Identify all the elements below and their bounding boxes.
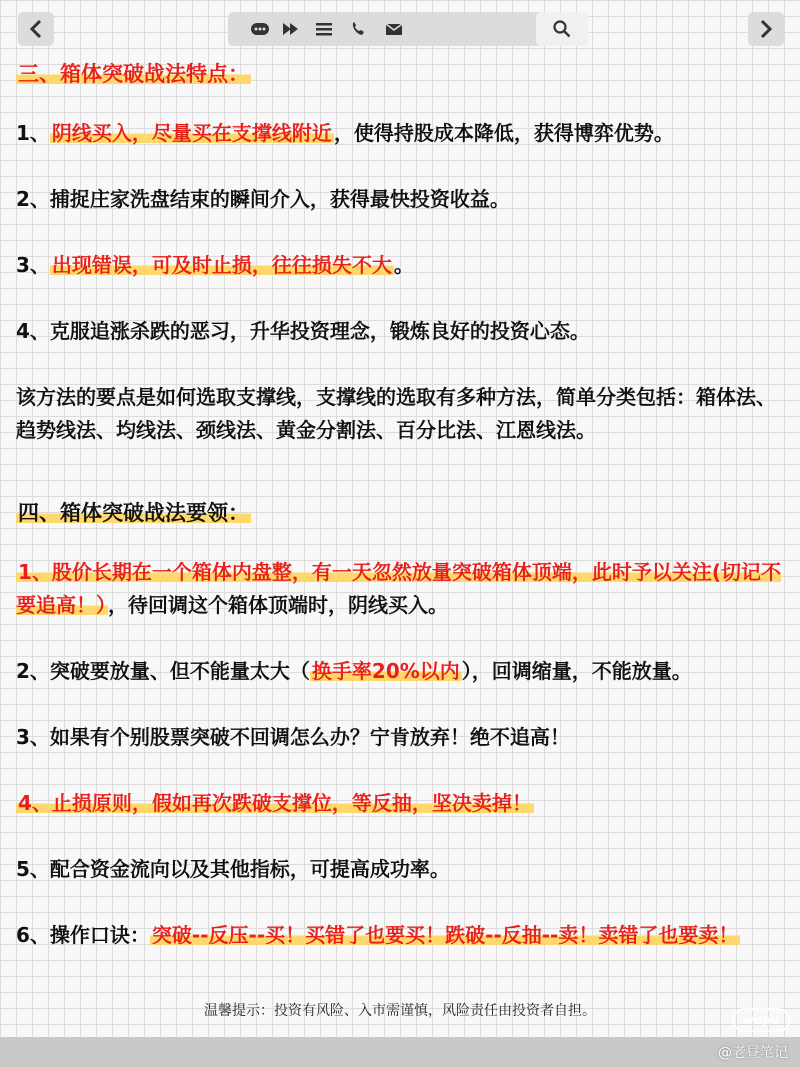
section4-title: 四、箱体突破战法要领： [18,501,249,525]
paragraph-text: ，待回调这个箱体顶端时，阴线买入。 [108,593,448,617]
paragraph-text: ，使得持股成本降低，获得博弈优势。 [333,121,674,145]
watermark: @老昼笔记 [718,1045,788,1061]
highlighted-text: 换手率20%以内 [311,659,460,683]
menu-icon[interactable] [314,20,334,38]
paragraph: 4、克服追涨杀跌的恶习，升华投资理念，锻炼良好的投资心态。 [16,319,590,343]
paragraph: 3、如果有个别股票突破不回调怎么办？宁肯放弃！绝不追高！ [16,725,570,749]
paragraph-text: ），回调缩量，不能放量。 [461,659,692,683]
forward-button[interactable] [748,12,784,46]
phone-icon[interactable] [348,20,368,38]
section-heading [16,58,786,91]
mail-icon[interactable] [384,20,404,38]
paragraph [16,919,786,952]
highlighted-text: 阴线买入，尽量买在支撑线附近 [51,121,332,145]
risk-notice: 温馨提示：投资有风险、入市需谨慎，风险责任由投资者自担。 [204,1003,596,1019]
paragraph-text: 。 [393,253,414,277]
paragraph [16,556,786,622]
section-heading [16,497,786,530]
paragraph [16,787,786,820]
paragraph: 2、捕捉庄家洗盘结束的瞬间介入，获得最快投资收益。 [16,187,510,211]
highlighted-text: 4、止损原则，假如再次跌破支撑位，等反抽，坚决卖掉！ [18,791,532,815]
paragraph-text: 2、突破要放量、但不能量太大（ [16,659,310,683]
article-content [16,58,786,952]
search-button[interactable] [536,12,588,46]
paragraph [16,655,786,688]
wupu-logo: wupu [732,1008,790,1032]
highlighted-text: 1、股价长期在一个箱体内盘整，有一天忽然放量突破箱体顶端，此时予以关注(切记不要追高！） [16,560,782,617]
highlighted-text: 出现错误，可及时止损，往往损失不大 [51,253,392,277]
search-icon [553,20,571,38]
paragraph-text: 6、操作口诀： [16,923,150,947]
share-icon[interactable] [280,20,300,38]
footer-bar [0,1037,800,1067]
action-toolbar [228,12,586,46]
list-number: 1、 [16,121,50,145]
forward-icon [758,19,774,39]
paragraph [16,249,786,282]
top-toolbar [0,0,800,56]
back-icon [28,19,44,39]
paragraph [16,117,786,150]
chat-icon[interactable] [250,20,270,38]
section3-title: 三、箱体突破战法特点： [18,62,249,86]
highlighted-text: 突破--反压--买！买错了也要买！跌破--反抽--卖！卖错了也要卖！ [151,923,739,947]
paragraph: 5、配合资金流向以及其他指标，可提高成功率。 [16,857,450,881]
list-number: 3、 [16,253,50,277]
summary-paragraph: 该方法的要点是如何选取支撑线，支撑线的选取有多种方法，简单分类包括：箱体法、趋势线法、均线法、颈线法、黄金分割法、百分比法、江恩线法。 [16,385,776,442]
back-button[interactable] [18,12,54,46]
